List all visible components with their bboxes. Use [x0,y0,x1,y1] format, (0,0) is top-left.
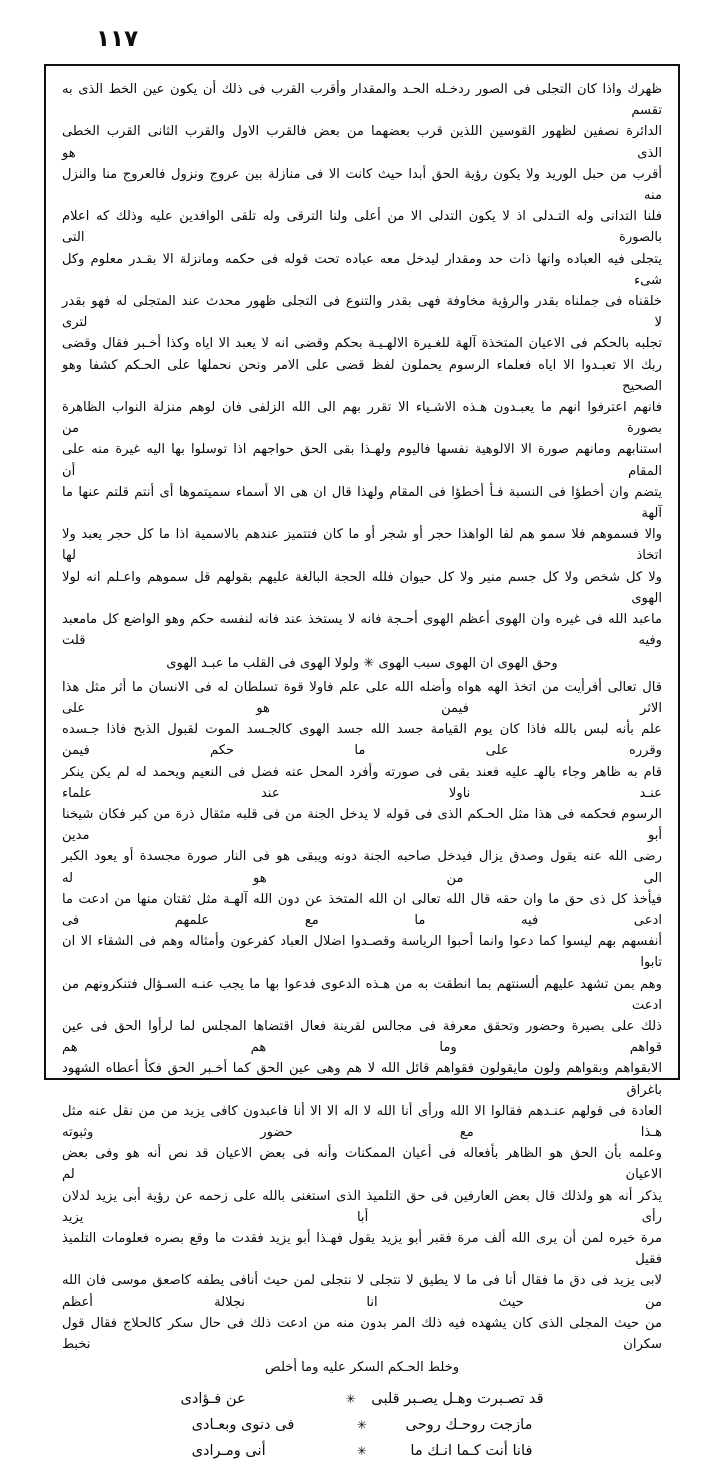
body-line: ولا كل شخص ولا كل جسم منير ولا كل حيوان فلله الحجة البالغة عليهم بقولهم قل سموهم واعـلم انه لولا الهوى [62,569,662,606]
poem-hemistich-right: فانا أنت كـما انـك ما [410,1442,533,1460]
body-line: ربك الا تعبـدوا الا اياه فعلماء الرسوم يحملون لفظ قضى على الامر ونحن نحملها على الحـكم كشفا وهو الصحيح [62,357,662,394]
body-line: رضى الله عنه يقول وصدق يزال فيدخل صاحبه الجنة دونه ويبقى هو فى النار صورة مجسدة أو يعود الكبر الى من هو له [62,849,662,886]
body-line: خلقناه فى جملناه بقدر والرؤية مخاوفة فهى بقدر والتنوع فى التجلى ظهور محدث عند المتجلى له فهو بقدر لا لترى [62,294,662,331]
body-line: قال تعالى أفرأيت من اتخذ الهه هواه وأضله الله على علم فاولا قوة تسلطان له فى الانسان ما أثر مثل هذا الاثر فيمن هو على [62,679,662,716]
body-line: الرسوم فحكمه فى هذا مثل الحـكم الذى فى قوله لا يدخل الجنة من فى قلبه مثقال ذرة من كبر فكان شيخنا أبو مدين [62,806,662,844]
poem-hemistich-left: فى دنوى وبعـادى [191,1416,295,1434]
body-line: وعلمه بأن الحق هو الظاهر بأفعاله فى أعيان الممكنات وأنه فى بعض الاعيان قد نص أنه هو وفى بعض الاعيان لم [62,1146,662,1183]
body-line-closing: وخلط الحـكم السكر عليه وما أخلص [264,1360,460,1376]
body-line: الدائرة نصفين لظهور القوسين اللذين قرب بعضهما من بعض فالقرب الاول والقرب الثانى القرب الخطى الذى هو [62,124,662,161]
body-line: العادة فى قولهم عنـدهم فقالوا الا الله ورأى أنا الله لا اله الا الا أنا فاعبدون كافى يزيد من من نقل عنه مثل هـذا مع حضور وثبوته [62,1103,662,1140]
poem-hemistich-left: عن فـؤادى [180,1390,246,1408]
body-line: يتضم وان أخطؤا فى النسبة فـأ أخطؤا فى المقام ولهذا قال ان هى الا أسماء سميتموها أى أنتم قلتم عنها ما آلهة [62,484,662,522]
poem-line [62,1386,662,1412]
body-line: والا فسموهم فلا سمو هم لفا الواهذا حجر أو شجر أو ما كان فتتميز عندهم بالاسمية اذا ما كل حجر يعبد ولا اتخاذ لها [62,527,662,564]
body-line: ماعبد الله فى غيره وان الهوى أعظم الهوى أحـجة فانه لا يستخذ عند فانه لنفسه حكم وهو الواضع كل مامعبد وفيه قلت [62,612,662,649]
body-line: قام به ظاهر وجاء بالهـ عليه فعند بقى فى صورته وأفرد المحل عنه فضل فى النعيم ويحمد له لم يكن ينكر عنـد ناولا عند علماء [62,764,662,801]
body-line: ذلك على بصيرة وحضور وتحقق معرفة فى مجالس لقرينة فعال اقتضاها المجلس لما لرأوا الحق فى عين قواهم وما هم هم [62,1018,662,1056]
body-line: فلنا التدانى وله التـدلى اذ لا يكون التدلى الا من أعلى ولنا الترقى وله تلقى الوافدين عليه وذلك كه اعلام بالصورة التى [62,209,662,246]
body-line: من حيث المجلى الذى كان يشهده فيه ذلك المر بدون منه من ادعت ذلك فى حال سكر كالحلاج فقال قول سكران نخبط [62,1315,662,1352]
body-line: علم بأنه لبس بالله فاذا كان يوم القيامة جسد الله جسد الهوى كالجـسد الموت لقبول الذبح فاذا جـسده وقرره على ما حكم فيمن [62,722,662,759]
body-line: أنفسهم بهم ليسوا كما دعوا وانما أحبوا الرياسة وقصـدوا اضلال العباد كفرعون وأمثاله وهم فى الشقاء الا ان تابوا [62,934,662,971]
poem-block [62,1386,662,1464]
body-line: يتجلى فيه العباده وانها ذات حد ومقدار ليدخل معه عباده تحت قوله فى حكمه ومانزلة الا بقـدر معلوم وكل شىء [62,251,662,288]
body-line: فانهم اعترفوا انهم ما يعبـدون هـذه الاشـياء الا تقرر بهم الى الله الزلفى فان لوهم منزلة النواب الظاهرة بصورة من [62,400,662,437]
poem-hemistich-right: قد تصـبرت وهـل يصـبر قلبى [371,1390,544,1408]
verse-separator-star-icon: ✳ [345,1392,357,1407]
text-frame-border [44,64,680,1460]
body-line: الابقواهم وبقواهم ولون مايقولون فقواهم قائل الله لا هم وهى عين الحق كما أخـبر الحق فكأ أعطاه الشهود باغراق [62,1061,662,1098]
verse-separator-star-icon: ✳ [356,1444,368,1459]
body-line: فيأخذ كل ذى حق ما وان حقه قال الله تعالى ان الله المتخذ عن دون الله آلهـة مثل ثقتان منها من ادعت ما ادعى فيه ما مع علمهم فى [62,891,662,928]
body-line: يذكر أنه هو ولذلك قال بعض العارفين فى حق التلميذ الذى استغنى بالله على زحمه عن رؤية أبى يزيد لدلان رأى أبا يزيد [62,1188,662,1225]
body-line: مرة خيره لمن أن يرى الله ألف مرة فقبر أبو يزيد يقول فهـذا أبو يزيد فقدت ما وقع بصره فعلومات التلميذ فقيل [62,1230,662,1268]
poem-line [62,1412,662,1438]
poem-hemistich-left: أنى ومـرادى [191,1442,266,1460]
poem-line [62,1438,662,1464]
inline-verse-line: وحق الهوى ان الهوى سبب الهوى ✳ ولولا الهوى فى القلب ما عبـد الهوى [166,656,558,672]
body-line: تجلبه بالحكم فى الاعيان المتخذة آلهة للغـيرة الالهـيـة بحكم وقضى انه لا يعبد الا اياه وكذا أخـبر فقال وقضى [62,336,662,352]
body-line: أقرب من حبل الوريد ولا يكون رؤية الحق أبدا حيث كانت الا فى منازلة بين عروج ونزول فالعروج منا والنزل منه [62,166,662,204]
verse-separator-star-icon: ✳ [356,1418,368,1433]
page-number: ١١٧ [96,26,139,52]
body-line: لابى يزيد فى دق ما فقال أنا فى ما لا يطيق لا نتجلى لا نتجلى لمن حيث أنافى يطفه كاصعق موسى فان الله من حيث انا نجلالة أعظم [62,1273,662,1310]
text-frame-inner [62,79,662,1460]
body-line: ظهرك واذا كان التجلى فى الصور ردخـله الحـد والمقدار وأقرب القرب فى ذلك أن يكون عين الخط الذى به تقسم [62,82,662,119]
body-line: استنابهم ومانهم صورة الا الالوهية نفسها فاليوم ولهـذا بقى الحق حواجهم اذا توسلوا بها اليه غيرة منه على المقام أن [62,442,662,479]
body-line: وهم بمن تشهد عليهم ألسنتهم بما انطقت به من هـذه الدعوى فدعوا بها ما يجب عنـه السـؤال فتنكرونهم من ادعت [62,976,662,1013]
poem-hemistich-right: مازجت روحـك روحى [405,1416,533,1434]
